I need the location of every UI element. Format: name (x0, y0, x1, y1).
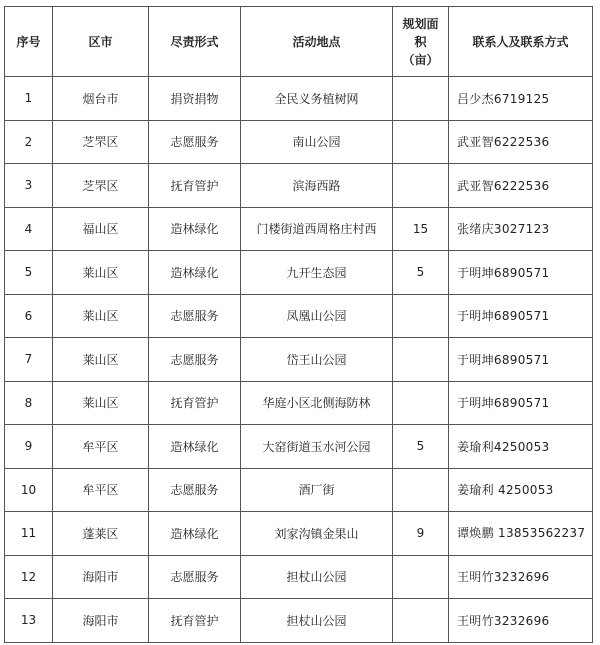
row-location-cell: 南山公园 (241, 120, 393, 164)
row-area-cell (393, 120, 449, 164)
row-no-cell: 7 (5, 338, 53, 382)
row-location-cell: 全民义务植树网 (241, 77, 393, 121)
row-district-cell: 芝罘区 (53, 120, 149, 164)
table-container (4, 6, 593, 643)
row-area-cell (393, 599, 449, 643)
row-district-cell: 牟平区 (53, 468, 149, 512)
header-no: 序号 (5, 7, 53, 77)
row-contact-cell: 姜瑜利 4250053 (449, 468, 593, 512)
table-row (5, 164, 593, 208)
row-no-cell: 10 (5, 468, 53, 512)
row-form-cell: 捐资捐物 (149, 77, 241, 121)
row-form-cell: 志愿服务 (149, 468, 241, 512)
row-location-cell: 九开生态园 (241, 251, 393, 295)
row-location-cell: 刘家沟镇金果山 (241, 512, 393, 556)
table-row (5, 207, 593, 251)
row-no-cell: 2 (5, 120, 53, 164)
row-district-cell: 福山区 (53, 207, 149, 251)
table-row (5, 555, 593, 599)
row-contact-cell: 武亚智6222536 (449, 120, 593, 164)
row-no-cell: 8 (5, 381, 53, 425)
row-form-cell: 抚育管护 (149, 381, 241, 425)
row-district-cell: 莱山区 (53, 294, 149, 338)
row-no-cell: 11 (5, 512, 53, 556)
row-district-cell: 莱山区 (53, 251, 149, 295)
header-location: 活动地点 (241, 7, 393, 77)
row-location-cell: 滨海西路 (241, 164, 393, 208)
row-form-cell: 抚育管护 (149, 599, 241, 643)
row-form-cell: 造林绿化 (149, 251, 241, 295)
table-body (5, 77, 593, 643)
row-area-cell: 5 (393, 425, 449, 469)
row-district-cell: 芝罘区 (53, 164, 149, 208)
header-area-line-1: 规划面 (402, 16, 439, 31)
table-row (5, 599, 593, 643)
header-row (5, 7, 593, 77)
header-form: 尽责形式 (149, 7, 241, 77)
row-contact-cell: 吕少杰6719125 (449, 77, 593, 121)
header-district: 区市 (53, 7, 149, 77)
row-area-cell (393, 468, 449, 512)
row-contact-cell: 于明坤6890571 (449, 251, 593, 295)
row-no-cell: 9 (5, 425, 53, 469)
row-form-cell: 志愿服务 (149, 120, 241, 164)
row-contact-cell: 谭焕鹏 13853562237 (449, 512, 593, 556)
row-form-cell: 志愿服务 (149, 294, 241, 338)
row-area-cell (393, 164, 449, 208)
table-row (5, 294, 593, 338)
row-form-cell: 志愿服务 (149, 338, 241, 382)
row-no-cell: 4 (5, 207, 53, 251)
row-no-cell: 6 (5, 294, 53, 338)
row-no-cell: 5 (5, 251, 53, 295)
row-form-cell: 志愿服务 (149, 555, 241, 599)
row-no-cell: 1 (5, 77, 53, 121)
row-contact-cell: 王明竹3232696 (449, 555, 593, 599)
row-form-cell: 造林绿化 (149, 512, 241, 556)
row-area-cell (393, 381, 449, 425)
header-area (393, 7, 449, 77)
row-contact-cell: 于明坤6890571 (449, 338, 593, 382)
row-location-cell: 凤凰山公园 (241, 294, 393, 338)
row-form-cell: 造林绿化 (149, 425, 241, 469)
row-form-cell: 抚育管护 (149, 164, 241, 208)
row-area-cell (393, 338, 449, 382)
table-row (5, 425, 593, 469)
row-area-cell (393, 294, 449, 338)
row-area-cell (393, 555, 449, 599)
table-row (5, 251, 593, 295)
header-area-line-3: （亩） (402, 52, 439, 67)
row-location-cell: 岱王山公园 (241, 338, 393, 382)
row-location-cell: 大窑街道玉水河公园 (241, 425, 393, 469)
row-location-cell: 担杖山公园 (241, 599, 393, 643)
row-district-cell: 牟平区 (53, 425, 149, 469)
header-area-line-2: 积 (414, 34, 427, 49)
row-form-cell: 造林绿化 (149, 207, 241, 251)
row-district-cell: 烟台市 (53, 77, 149, 121)
row-district-cell: 莱山区 (53, 381, 149, 425)
row-location-cell: 酒厂街 (241, 468, 393, 512)
row-area-cell: 5 (393, 251, 449, 295)
row-location-cell: 华庭小区北侧海防林 (241, 381, 393, 425)
header-contact: 联系人及联系方式 (449, 7, 593, 77)
row-district-cell: 海阳市 (53, 555, 149, 599)
row-district-cell: 蓬莱区 (53, 512, 149, 556)
row-location-cell: 担杖山公园 (241, 555, 393, 599)
table-row (5, 512, 593, 556)
tree-planting-activity-table (4, 6, 593, 643)
row-location-cell: 门楼街道西周格庄村西 (241, 207, 393, 251)
row-area-cell: 15 (393, 207, 449, 251)
row-contact-cell: 王明竹3232696 (449, 599, 593, 643)
table-row (5, 120, 593, 164)
row-contact-cell: 张绪庆3027123 (449, 207, 593, 251)
table-row (5, 338, 593, 382)
row-district-cell: 莱山区 (53, 338, 149, 382)
row-no-cell: 3 (5, 164, 53, 208)
row-contact-cell: 于明坤6890571 (449, 294, 593, 338)
table-row (5, 77, 593, 121)
row-area-cell (393, 77, 449, 121)
row-no-cell: 13 (5, 599, 53, 643)
table-row (5, 468, 593, 512)
row-contact-cell: 武亚智6222536 (449, 164, 593, 208)
row-area-cell: 9 (393, 512, 449, 556)
row-contact-cell: 于明坤6890571 (449, 381, 593, 425)
table-row (5, 381, 593, 425)
row-district-cell: 海阳市 (53, 599, 149, 643)
row-contact-cell: 姜瑜利4250053 (449, 425, 593, 469)
row-no-cell: 12 (5, 555, 53, 599)
